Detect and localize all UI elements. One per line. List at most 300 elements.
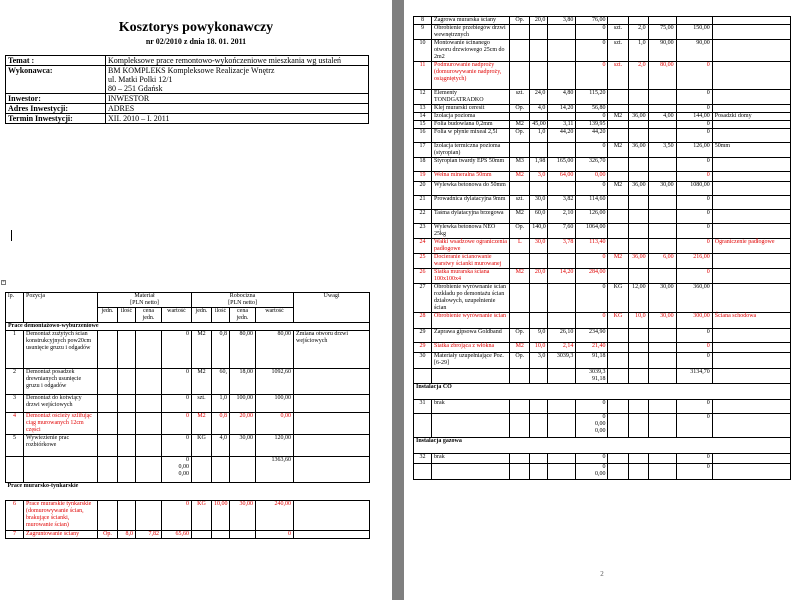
- page-number: 2: [600, 570, 604, 578]
- cell-r-unit: [608, 210, 628, 224]
- cell-r-qty: 1,0: [628, 40, 648, 62]
- cell-r-val: 1080,00: [676, 182, 712, 196]
- cell-r-val: 300,00: [676, 313, 712, 329]
- cell-r-val: 0: [676, 196, 712, 210]
- cell-r-unit: szt.: [608, 40, 628, 62]
- cell-r-price: [648, 129, 676, 143]
- cell-name: Taśma dylatacyjna brzegowa: [432, 210, 510, 224]
- sum-material: 0 0,00 0,00: [162, 457, 192, 483]
- cell-r-price: [230, 531, 256, 539]
- cell-note: [712, 62, 790, 90]
- cell-lp: 23: [414, 224, 432, 239]
- cell-r-qty: [628, 17, 648, 25]
- cell-m-val: 115,20: [576, 90, 608, 105]
- cell-lp: 24: [414, 239, 432, 254]
- cell-name: Zagruntowanie ściany: [24, 531, 98, 539]
- cell-m-price: [136, 395, 162, 413]
- cell-note: [712, 224, 790, 239]
- document-subtitle: nr 02/2010 z dnia 18. 01. 2011: [145, 37, 247, 46]
- cell-r-val: 150,00: [676, 25, 712, 40]
- cell-r-unit: [608, 343, 628, 353]
- cell-m-unit: [98, 369, 118, 395]
- cell-r-unit: szt.: [608, 62, 628, 90]
- cost-table-page-2: [413, 16, 791, 480]
- cell-r-unit: szt.: [192, 395, 212, 413]
- cell-r-unit: [608, 224, 628, 239]
- cell-r-unit: M2: [192, 369, 212, 395]
- cell-r-price: [648, 90, 676, 105]
- cell-r-val: 240,00: [256, 501, 294, 531]
- cell-r-qty: 60,: [212, 369, 230, 395]
- cell-r-val: [676, 17, 712, 25]
- cell-m-qty: 10,0: [530, 343, 548, 353]
- table-row: [414, 224, 791, 239]
- section-title: Instalacja CO: [414, 384, 791, 400]
- cell-lp: 2: [6, 369, 24, 395]
- subheader-cell: cena jedn.: [230, 308, 256, 323]
- cell-m-price: [548, 25, 576, 40]
- cell-r-unit: M2: [192, 331, 212, 369]
- cell-m-price: 3,82: [548, 196, 576, 210]
- cell-m-unit: [510, 284, 530, 313]
- cell-r-val: 216,00: [676, 254, 712, 269]
- cell-m-unit: Op.: [510, 129, 530, 143]
- cell-r-qty: 36,00: [628, 113, 648, 121]
- cell-lp: 4: [6, 413, 24, 435]
- table-row: [414, 343, 791, 353]
- cell-r-qty: [628, 269, 648, 284]
- cell-r-unit: [608, 239, 628, 254]
- cell-note: [712, 182, 790, 196]
- table-row: [6, 395, 370, 413]
- cell-r-qty: [628, 172, 648, 182]
- subheader-cell: cena jedn.: [136, 308, 162, 323]
- cell-name: Izolacja termiczna pozioma (styropian): [432, 143, 510, 158]
- cell-note: [294, 369, 370, 395]
- cell-m-unit: L: [510, 239, 530, 254]
- subheader-cell: ilość: [118, 308, 136, 323]
- cell-note: [294, 413, 370, 435]
- cell-r-price: 30,00: [230, 435, 256, 457]
- cell-r-unit: KG: [608, 284, 628, 313]
- cell-name: Klej murarski ceresit: [432, 105, 510, 113]
- cell-name: Demontaż ościeży szlifując ciąg murowanych 12cm części: [24, 413, 98, 435]
- cell-r-qty: 36,00: [628, 143, 648, 158]
- cell-m-qty: 3,0: [530, 353, 548, 369]
- cell-m-unit: M2: [510, 210, 530, 224]
- cell-name: Styropian twardy EPS 50mm: [432, 158, 510, 172]
- cell-m-price: 3,80: [548, 17, 576, 25]
- info-row: [6, 56, 369, 66]
- cell-m-unit: [98, 413, 118, 435]
- subheader-cell: jedn.: [98, 308, 118, 323]
- cell-lp: 31: [414, 400, 432, 414]
- cell-m-val: 0: [576, 400, 608, 414]
- cell-r-price: 30,00: [648, 284, 676, 313]
- cell-r-qty: [628, 329, 648, 343]
- cell-m-val: 76,00: [576, 17, 608, 25]
- cell-lp: 9: [414, 25, 432, 40]
- cell-r-price: 100,00: [230, 395, 256, 413]
- cell-r-price: [648, 172, 676, 182]
- cell-lp: 15: [414, 121, 432, 129]
- cell-lp: 16: [414, 129, 432, 143]
- cell-r-unit: [608, 129, 628, 143]
- cell-name: Wywiezienie prac rozbiórkowe: [24, 435, 98, 457]
- cell-m-qty: 1,98: [530, 158, 548, 172]
- cell-note: [712, 196, 790, 210]
- section-title: Prace murarsko-tynkarskie: [6, 483, 370, 501]
- cell-m-qty: [118, 435, 136, 457]
- cell-note: Posadzki domy: [712, 113, 790, 121]
- cell-name: Demontaż do kotwiący drzwi wejściowych: [24, 395, 98, 413]
- cell-m-val: 0: [162, 435, 192, 457]
- cell-m-qty: 24,0: [530, 90, 548, 105]
- cell-m-val: 21,40: [576, 343, 608, 353]
- info-row: [6, 94, 369, 104]
- cell-m-val: 0: [576, 25, 608, 40]
- table-row: [414, 90, 791, 105]
- cell-r-price: 4,00: [648, 113, 676, 121]
- cell-r-price: 30,00: [648, 313, 676, 329]
- subheader-cell: wartość: [162, 308, 192, 323]
- cell-m-price: [548, 182, 576, 196]
- cell-r-qty: 36,00: [628, 254, 648, 269]
- header-material: Materiał [PLN netto]: [98, 293, 192, 308]
- cell-r-price: 3,50: [648, 143, 676, 158]
- cell-r-unit: [608, 172, 628, 182]
- cell-name: Wylewka betonowa do 50mm: [432, 182, 510, 196]
- cell-r-val: 0: [676, 129, 712, 143]
- cell-m-qty: 60,0: [530, 210, 548, 224]
- info-row: [6, 104, 369, 114]
- cell-m-unit: [510, 143, 530, 158]
- cell-m-price: [548, 113, 576, 121]
- cell-m-val: 56,80: [576, 105, 608, 113]
- cell-r-val: 80,00: [256, 331, 294, 369]
- cell-r-price: 30,00: [230, 501, 256, 531]
- cell-m-unit: [510, 40, 530, 62]
- cell-lp: 1: [6, 331, 24, 369]
- cell-r-qty: 36,00: [628, 182, 648, 196]
- cell-r-val: 144,00: [676, 113, 712, 121]
- cell-note: [712, 343, 790, 353]
- cell-m-unit: Op.: [510, 105, 530, 113]
- cell-lp: 12: [414, 90, 432, 105]
- sum-robocizna: 3134,70: [676, 369, 712, 384]
- cell-m-price: 7,82: [136, 531, 162, 539]
- cell-note: [712, 121, 790, 129]
- cell-name: Zagrowa murarska ściany: [432, 17, 510, 25]
- cell-m-qty: [530, 62, 548, 90]
- cell-name: Wałki wsadzowe ograniczenia padłogowe: [432, 239, 510, 254]
- cell-m-price: [548, 313, 576, 329]
- section-title: Prace demontażowo-wyburzeniowe: [6, 323, 370, 331]
- document-title: Kosztorys powykonawczy: [118, 20, 274, 35]
- sum-material: 0 0,00: [576, 464, 608, 480]
- cell-r-price: [648, 269, 676, 284]
- cell-r-val: 0: [676, 172, 712, 182]
- cell-note: [294, 395, 370, 413]
- cell-r-qty: [628, 239, 648, 254]
- cell-r-val: 0,00: [256, 413, 294, 435]
- cell-r-val: 0: [676, 239, 712, 254]
- cell-r-unit: [608, 269, 628, 284]
- cell-r-price: [648, 224, 676, 239]
- cell-r-val: 120,00: [256, 435, 294, 457]
- subheader-cell: wartość: [256, 308, 294, 323]
- info-label: Adres Inwestycji:: [6, 104, 106, 114]
- cell-m-qty: 20,0: [530, 17, 548, 25]
- cell-r-unit: [608, 17, 628, 25]
- cell-r-unit: [608, 105, 628, 113]
- cell-lp: 8: [414, 17, 432, 25]
- document-page-2: [404, 0, 800, 600]
- cell-r-price: 18,00: [230, 369, 256, 395]
- cell-r-qty: [628, 90, 648, 105]
- cell-m-val: 0: [162, 331, 192, 369]
- info-label: Termin Inwestycji:: [6, 114, 106, 124]
- cell-m-val: 0: [162, 395, 192, 413]
- cell-r-qty: 2,0: [628, 62, 648, 90]
- cell-r-val: 0: [676, 105, 712, 113]
- cell-m-unit: szt.: [510, 196, 530, 210]
- cell-r-price: [648, 105, 676, 113]
- cell-m-qty: [118, 395, 136, 413]
- cell-r-qty: 4,0: [212, 435, 230, 457]
- cell-lp: 29: [414, 329, 432, 343]
- cell-name: Obrobienie wyrównanie ścian rozkładu po demontażu ścian działowych, uzupełnienie ścian: [432, 284, 510, 313]
- cell-note: [712, 17, 790, 25]
- cell-m-unit: M2: [510, 269, 530, 284]
- cell-m-qty: 9,0: [530, 329, 548, 343]
- cell-m-unit: Op.: [98, 531, 118, 539]
- cell-r-price: 80,00: [648, 62, 676, 90]
- cell-r-price: 75,00: [648, 25, 676, 40]
- cell-m-val: 1064,00: [576, 224, 608, 239]
- info-value: BM KOMPLEKS Kompleksowe Realizacje Wnętrz ul. Matki Polki 12/1 80 – 251 Gdańsk: [106, 66, 369, 94]
- cell-r-price: [648, 210, 676, 224]
- cell-r-val: 0: [676, 400, 712, 414]
- cell-r-unit: M2: [608, 113, 628, 121]
- cell-m-qty: [530, 113, 548, 121]
- cell-r-price: [648, 239, 676, 254]
- cell-lp: 3: [6, 395, 24, 413]
- cell-lp: 6: [6, 501, 24, 531]
- cell-m-price: [548, 284, 576, 313]
- cell-m-price: [136, 331, 162, 369]
- cell-m-qty: 140,0: [530, 224, 548, 239]
- cell-lp: 25: [414, 254, 432, 269]
- cell-lp: 11: [414, 62, 432, 90]
- table-row: [414, 172, 791, 182]
- table-row: [414, 454, 791, 464]
- table-row: [6, 501, 370, 531]
- cell-m-unit: [98, 395, 118, 413]
- sum-row: [414, 414, 791, 438]
- cell-r-val: 0: [676, 269, 712, 284]
- cell-m-val: 0,00: [576, 172, 608, 182]
- cell-m-unit: Op.: [510, 224, 530, 239]
- header-robocizna: Robocizna [PLN netto]: [192, 293, 294, 308]
- cell-r-price: 90,00: [648, 40, 676, 62]
- cell-m-unit: M3: [510, 158, 530, 172]
- cell-lp: 10: [414, 40, 432, 62]
- cell-r-qty: [628, 121, 648, 129]
- cell-name: Folia budowlana 0,2mm: [432, 121, 510, 129]
- cell-m-price: 3,78: [548, 239, 576, 254]
- cell-note: [712, 129, 790, 143]
- cell-r-unit: M2: [608, 254, 628, 269]
- cell-r-val: 360,00: [676, 284, 712, 313]
- cell-name: Demontaż zużytych ścian konstrukcyjnych pow20cm usunięcie gruzu i odgadów: [24, 331, 98, 369]
- cell-note: [712, 353, 790, 369]
- cell-m-val: 0: [576, 113, 608, 121]
- cell-r-val: 0: [676, 454, 712, 464]
- cell-note: [294, 531, 370, 539]
- subheader-cell: ilość: [212, 308, 230, 323]
- cell-m-price: 64,00: [548, 172, 576, 182]
- cost-table-page-1: [5, 292, 370, 539]
- cell-m-qty: [118, 413, 136, 435]
- cell-m-unit: [510, 25, 530, 40]
- cell-note: Zmiana otworu drzwi wejściowych: [294, 331, 370, 369]
- cell-note: [712, 172, 790, 182]
- cell-name: Docieranie ścianowanie warstwy ścianki murowanej: [432, 254, 510, 269]
- sum-robocizna: 1363,60: [256, 457, 294, 483]
- table-move-handle[interactable]: +: [2, 280, 5, 285]
- info-table: [5, 55, 369, 124]
- cell-r-val: 0: [676, 121, 712, 129]
- cell-note: [294, 435, 370, 457]
- cell-m-qty: 3,0: [530, 172, 548, 182]
- info-row: [6, 114, 369, 124]
- cell-r-unit: KG: [608, 313, 628, 329]
- cell-lp: 32: [414, 454, 432, 464]
- cell-m-qty: [530, 284, 548, 313]
- sum-row: [414, 464, 791, 480]
- info-label: Wykonawca:: [6, 66, 106, 94]
- cell-name: Wełna mineralna 50mm: [432, 172, 510, 182]
- cell-m-price: 14,20: [548, 105, 576, 113]
- cell-m-unit: M2: [510, 172, 530, 182]
- cell-m-price: [548, 143, 576, 158]
- cell-m-qty: 20,0: [530, 269, 548, 284]
- table-row: [6, 331, 370, 369]
- cell-r-price: 80,00: [230, 331, 256, 369]
- cell-lp: 18: [414, 158, 432, 172]
- cell-m-price: 14,20: [548, 269, 576, 284]
- cell-r-price: [648, 353, 676, 369]
- cell-lp: 13: [414, 105, 432, 113]
- cell-m-val: 44,20: [576, 129, 608, 143]
- cell-m-qty: [530, 143, 548, 158]
- cell-r-val: 0: [676, 224, 712, 239]
- cell-note: [712, 40, 790, 62]
- cell-m-val: 65,60: [162, 531, 192, 539]
- info-value: XII. 2010 – I. 2011: [106, 114, 369, 124]
- section-title: Instalacja gazowa: [414, 438, 791, 454]
- cell-name: brak: [432, 400, 510, 414]
- cell-m-qty: [118, 501, 136, 531]
- cell-name: Prace murarskie tynkarskie (domurowywanie ścian, brakujące ścianki, murowanie ścian): [24, 501, 98, 531]
- table-row: [414, 62, 791, 90]
- cell-m-qty: [118, 331, 136, 369]
- cell-m-unit: [98, 435, 118, 457]
- cell-r-qty: [628, 353, 648, 369]
- cell-m-unit: [510, 313, 530, 329]
- cell-m-price: 3,11: [548, 121, 576, 129]
- cell-lp: 26: [414, 269, 432, 284]
- sum-robocizna: 0: [676, 414, 712, 438]
- table-row: [414, 400, 791, 414]
- cell-name: Podmurowanie nadproży (domurowywanie nadproży, osiągniętych): [432, 62, 510, 90]
- cell-m-price: 4,80: [548, 90, 576, 105]
- cell-r-unit: [192, 531, 212, 539]
- cell-name: Izolacja pozioma: [432, 113, 510, 121]
- cell-m-unit: Op.: [510, 329, 530, 343]
- cell-m-price: [136, 501, 162, 531]
- cell-m-val: 0: [576, 313, 608, 329]
- cell-r-qty: 0,8: [212, 331, 230, 369]
- cell-note: [712, 105, 790, 113]
- cell-lp: 17: [414, 143, 432, 158]
- cell-m-qty: 45,00: [530, 121, 548, 129]
- cell-m-val: 0: [576, 254, 608, 269]
- cell-m-price: [548, 40, 576, 62]
- cell-name: Materiały uzupełniające Poz. [6-29]: [432, 353, 510, 369]
- table-row: [414, 129, 791, 143]
- header-lp: lp.: [6, 293, 24, 323]
- cell-m-price: [136, 413, 162, 435]
- cell-name: Montowanie ścinanego otworu drzwiowego 25cm do 2m2: [432, 40, 510, 62]
- cell-r-qty: [628, 105, 648, 113]
- cell-r-qty: 12,00: [628, 284, 648, 313]
- cell-note: [712, 254, 790, 269]
- section-row: [6, 483, 370, 501]
- table-row: [414, 182, 791, 196]
- cell-note: [712, 90, 790, 105]
- cell-r-price: [648, 17, 676, 25]
- document-page-1: [0, 0, 392, 600]
- cell-r-unit: [608, 158, 628, 172]
- cell-m-unit: [510, 254, 530, 269]
- cell-m-val: 0: [162, 369, 192, 395]
- cell-m-price: 44,20: [548, 129, 576, 143]
- cell-m-val: 234,90: [576, 329, 608, 343]
- table-row: [6, 531, 370, 539]
- cell-name: Wylewka betonowa NEO 25kg: [432, 224, 510, 239]
- table-row: [414, 313, 791, 329]
- cell-r-qty: 10,0: [628, 313, 648, 329]
- cell-m-val: 126,00: [576, 210, 608, 224]
- cell-name: Prowadnica dylatacyjna 9mm: [432, 196, 510, 210]
- cell-r-price: 6,00: [648, 254, 676, 269]
- cell-m-val: 0: [576, 182, 608, 196]
- cell-r-price: [648, 329, 676, 343]
- cell-m-val: 326,70: [576, 158, 608, 172]
- cell-r-val: 0: [676, 158, 712, 172]
- cell-m-unit: M2: [510, 121, 530, 129]
- info-value: ADRES: [106, 104, 369, 114]
- text-cursor: [11, 230, 12, 241]
- cell-note: Ograniczenie padłogowe: [712, 239, 790, 254]
- sum-row: [6, 457, 370, 483]
- section-row: [414, 384, 791, 400]
- table-row: [414, 25, 791, 40]
- cell-r-qty: [628, 343, 648, 353]
- cell-m-qty: [530, 254, 548, 269]
